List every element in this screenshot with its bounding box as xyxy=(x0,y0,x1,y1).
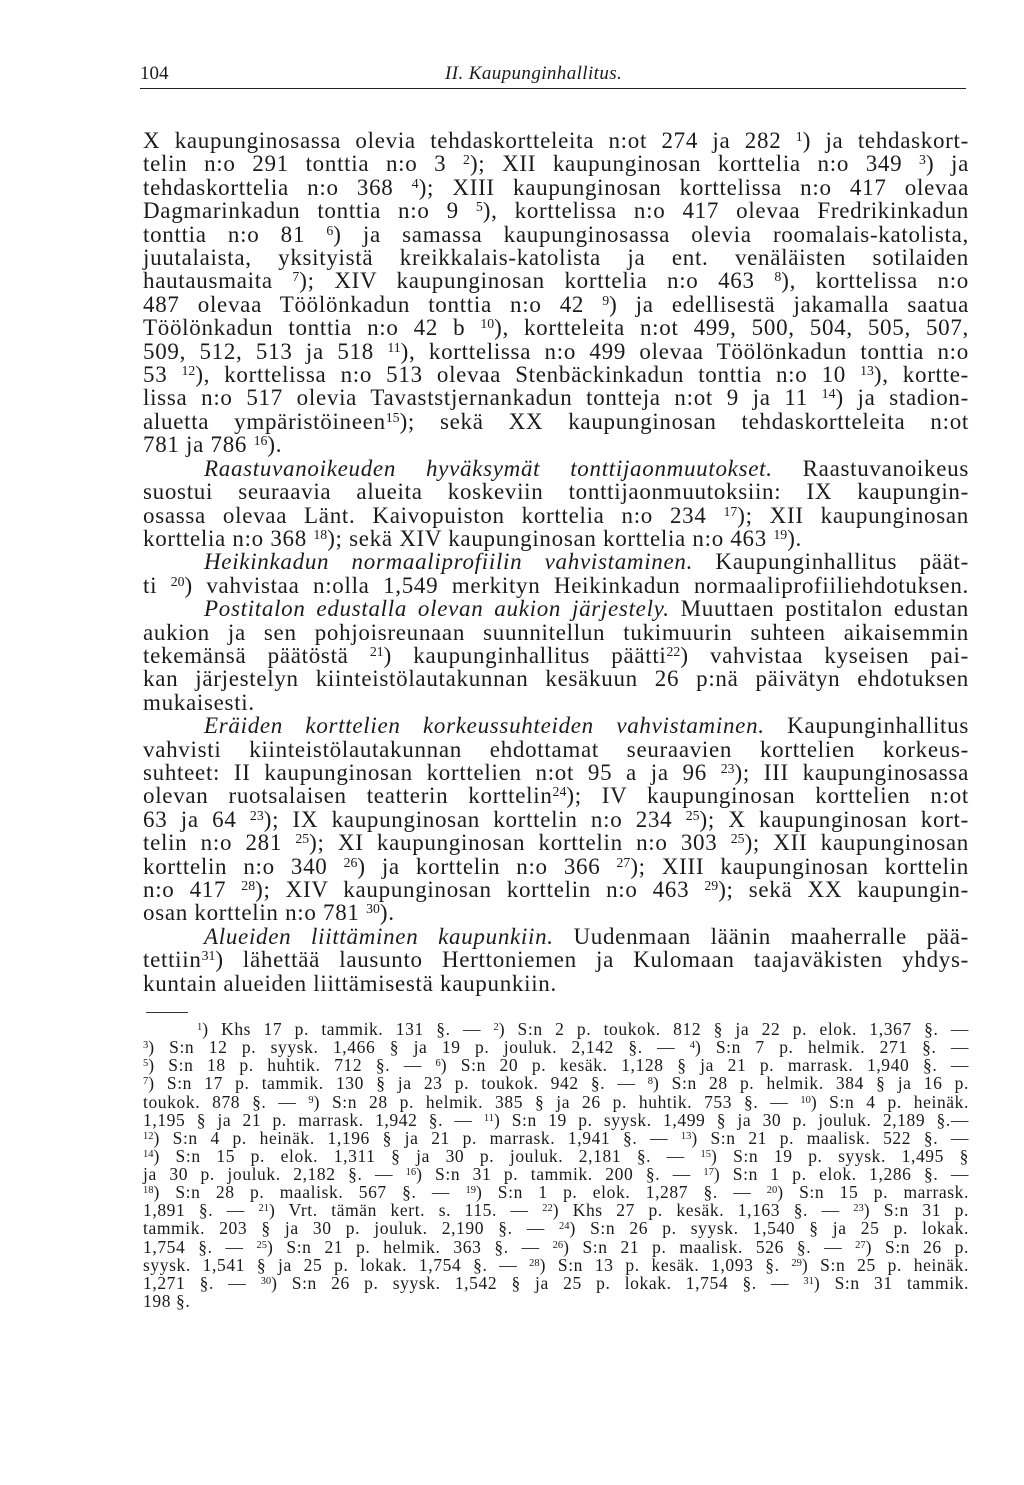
text-run: ) S:n 21 p. helmik. 363 §. — xyxy=(267,1236,553,1257)
text-run: ) S:n 15 p. elok. 1,311 § ja 30 p. jouluk. 2,181 §. — xyxy=(153,1145,701,1166)
footnotes xyxy=(143,1020,969,1310)
footnote-ref: 6 xyxy=(435,1058,441,1069)
text-run: ) S:n 12 p. syysk. 1,466 § ja 19 p. jouluk. 2,142 §. — xyxy=(148,1037,690,1058)
text-run: ) S:n 20 p. kesäk. 1,128 § ja 21 p. marrask. 1,940 §. — xyxy=(440,1055,969,1076)
footnote-line xyxy=(143,1183,969,1201)
footnote-ref: 31 xyxy=(201,948,216,964)
footnote-ref: 12 xyxy=(143,1130,154,1142)
footnote-ref: 17 xyxy=(723,503,738,519)
paragraph xyxy=(143,714,969,925)
footnote-ref: 24 xyxy=(552,784,567,800)
body-line xyxy=(143,340,969,363)
text-run: tettiin xyxy=(143,947,202,973)
text-run: ), korttelissa n:o 499 olevaa Töölönkadun tonttia n:o xyxy=(400,338,969,364)
footnote-ref: 25 xyxy=(256,1239,268,1251)
text-run: ); XI kaupunginosan korttelin n:o 303 xyxy=(309,830,731,856)
footnote-ref: 23 xyxy=(249,807,264,823)
text-run: Kaupunginhallitus päät- xyxy=(693,549,969,575)
text-run: ); IV kaupunginosan korttelien n:ot xyxy=(566,783,969,809)
body-line xyxy=(143,246,969,269)
footnote-ref: 30 xyxy=(260,1275,272,1287)
footnote-rule xyxy=(146,1012,188,1013)
text-run: ) ja samassa kaupunginosassa olevia roomalais-katolista, xyxy=(333,221,969,247)
footnote-line xyxy=(143,1256,969,1274)
footnote-ref: 18 xyxy=(313,527,328,543)
footnote-ref: 18 xyxy=(143,1184,154,1196)
text-run: ) ja tehdaskort- xyxy=(802,128,969,153)
footnote-ref: 4 xyxy=(689,1039,695,1051)
text-run: kuntain alueiden liittämisestä kaupunkiin. xyxy=(143,970,557,996)
footnote-line xyxy=(143,1165,969,1183)
body-line xyxy=(143,223,969,246)
text-run: tonttia n:o 81 xyxy=(143,221,327,247)
text-run: 1,271 §. — xyxy=(143,1272,261,1293)
footnote-ref: 11 xyxy=(483,1112,494,1124)
text-run: ); XII kaupunginosan xyxy=(744,830,969,856)
text-run: ). xyxy=(787,525,803,551)
body-line xyxy=(143,363,969,386)
footnote-line xyxy=(143,1093,969,1111)
text-run: ), kortte- xyxy=(873,362,969,388)
text-run: Kaupunginhallitus xyxy=(764,713,969,739)
text-run: Töölönkadun tonttia n:o 42 b xyxy=(143,315,481,341)
footnote-ref: 4 xyxy=(411,175,419,191)
header-rule xyxy=(140,88,966,89)
body-line xyxy=(143,644,969,667)
footnote-ref: 7 xyxy=(292,269,300,285)
text-run: suhteet: II kaupunginosan korttelien n:ot 95 a ja 96 xyxy=(143,759,721,785)
footnote-line xyxy=(143,1111,969,1129)
text-run: mukaisesti. xyxy=(143,689,255,715)
text-run: X kaupunginosassa olevia tehdaskortteleita n:ot 274 ja 282 xyxy=(143,128,796,153)
footnote-ref: 30 xyxy=(366,901,380,917)
text-run: hautausmaita xyxy=(143,268,293,294)
footnote-ref: 24 xyxy=(559,1221,570,1233)
text-run: aluetta ympäristöineen xyxy=(143,408,386,434)
text-run: 53 xyxy=(143,362,182,388)
footnote-ref: 3 xyxy=(143,1039,149,1051)
body-line xyxy=(143,269,969,292)
text-run: ). xyxy=(379,900,395,926)
footnote-ref: 16 xyxy=(253,433,268,449)
footnote-ref: 8 xyxy=(774,269,782,285)
text-run: ) S:n 26 p. syysk. 1,542 § ja 25 p. lokak. 1,754 §. — xyxy=(271,1272,804,1293)
footnote-ref: 13 xyxy=(860,363,874,379)
body-line xyxy=(143,925,969,948)
text-run: 1,195 § ja 21 p. marrask. 1,942 §. — xyxy=(143,1109,484,1130)
text-run: ) Khs 27 p. kesäk. 1,163 §. — xyxy=(552,1200,854,1221)
body-line xyxy=(143,972,969,995)
text-run: 509, 512, 513 ja 518 xyxy=(143,338,388,364)
text-run: lissa n:o 517 olevia Tavaststjernankadun tontteja n:ot 9 ja 11 xyxy=(143,385,822,411)
text-run: ) vahvistaa n:olla 1,549 merkityn Heikinkadun normaaliprofiiliehdotuksen. xyxy=(184,572,969,598)
footnote-ref: 6 xyxy=(326,222,334,238)
text-run: ); sekä XIV kaupunginosan korttelia n:o 463 xyxy=(327,525,774,551)
footnote-ref: 7 xyxy=(143,1076,149,1088)
body-line xyxy=(143,504,969,527)
text-run: korttelia n:o 368 xyxy=(143,525,314,551)
text-run: osan korttelin n:o 781 xyxy=(143,900,367,926)
text-run: ) S:n 13 p. kesäk. 1,093 §. xyxy=(539,1254,792,1275)
text-run: toukok. 878 §. — xyxy=(143,1091,309,1112)
text-run: syysk. 1,541 § ja 25 p. lokak. 1,754 §. — xyxy=(143,1254,530,1275)
body-line xyxy=(143,831,969,854)
footnote-ref: 10 xyxy=(480,316,495,332)
text-run: ) S:n 28 p. helmik. 385 § ja 26 p. huhtik. 753 §. — xyxy=(313,1091,801,1112)
text-run: ) S:n 2 p. toukok. 812 § ja 22 p. elok. 1,367 §. — xyxy=(498,1019,969,1039)
text-run: ) ja korttelin n:o 366 xyxy=(357,853,617,879)
text-run: ) S:n 21 p. maalisk. 522 §. — xyxy=(691,1127,969,1148)
body-line xyxy=(143,784,969,807)
footnote-ref: 10 xyxy=(800,1094,811,1106)
footnote-ref: 2 xyxy=(493,1021,499,1033)
text-run: ) S:n 4 p. heinäk. 1,196 § ja 21 p. marrask. 1,941 §. — xyxy=(153,1127,681,1148)
body-line xyxy=(143,878,969,901)
body-text xyxy=(143,129,969,995)
footnote-ref: 11 xyxy=(387,339,401,355)
text-run: ) vahvistaa kyseisen pai- xyxy=(680,642,969,668)
text-run: ) lähettää lausunto Herttoniemen ja Kulomaan taajaväkisten yhdys- xyxy=(215,947,969,973)
text-run: ) S:n 1 p. elok. 1,286 §. — xyxy=(713,1164,969,1184)
body-line xyxy=(143,714,969,737)
footnote-line xyxy=(143,1038,969,1056)
footnote-ref: 15 xyxy=(385,409,400,425)
body-line xyxy=(143,480,969,503)
text-run: ); XII kaupunginosan korttelia n:o 349 xyxy=(469,151,920,177)
footnote-ref: 19 xyxy=(773,527,788,543)
text-run: Uudenmaan läänin maaherralle pää- xyxy=(553,923,969,949)
text-run: ) S:n 4 p. heinäk. xyxy=(810,1091,969,1112)
text-run: ) S:n 26 p. xyxy=(865,1236,969,1257)
footnote-ref: 27 xyxy=(616,854,631,870)
body-line xyxy=(143,597,969,620)
text-run: ) S:n 19 p. syysk. 1,495 § xyxy=(711,1145,969,1166)
text-run: korttelin n:o 340 xyxy=(143,853,344,879)
text-run: ) S:n 26 p. syysk. 1,540 § ja 25 p. lokak. xyxy=(569,1218,969,1239)
text-run: telin n:o 291 tonttia n:o 3 xyxy=(143,151,464,177)
text-run: ) Vrt. tämän kert. s. 115. — xyxy=(268,1200,543,1221)
body-line xyxy=(143,386,969,409)
body-line xyxy=(143,574,969,597)
footnote-line xyxy=(143,1020,969,1038)
text-run: aukion ja sen pohjoisreunaan suunnitellun tukimuurin suhteen aikaisemmin xyxy=(143,619,969,645)
footnote-ref: 25 xyxy=(685,807,700,823)
paragraph xyxy=(143,550,969,597)
body-line xyxy=(143,948,969,971)
body-line xyxy=(143,761,969,784)
text-run: ); sekä XX kaupungin- xyxy=(718,877,969,902)
text-run: ); X kaupunginosan kort- xyxy=(699,806,969,832)
footnote-line xyxy=(143,1219,969,1237)
paragraph xyxy=(143,129,969,457)
text-run: ) S:n 31 p. tammik. 200 §. — xyxy=(416,1164,704,1184)
text-run: ) S:n 31 p. xyxy=(863,1200,969,1221)
footnote-ref: 29 xyxy=(704,878,719,894)
footnote-line xyxy=(143,1201,969,1219)
body-line xyxy=(143,293,969,316)
footnote-ref: 21 xyxy=(258,1203,269,1214)
footnote-ref: 22 xyxy=(542,1203,553,1214)
text-run: 487 olevaa Töölönkadun tonttia n:o 42 xyxy=(143,291,603,317)
text-run: 1,891 §. — xyxy=(143,1200,259,1221)
page-number: 104 xyxy=(140,63,169,84)
footnote-ref: 28 xyxy=(241,878,256,894)
footnote-ref: 25 xyxy=(295,831,310,847)
body-line xyxy=(143,433,969,456)
body-line xyxy=(143,738,969,761)
text-run: osassa olevaa Länt. Kaivopuiston korttelia n:o 234 xyxy=(143,502,724,528)
text-run: ); XIV kaupunginosan korttelia n:o 463 xyxy=(299,268,775,294)
footnote-line xyxy=(143,1056,969,1074)
footnote-line xyxy=(143,1274,969,1292)
text-run: kan järjestelyn kiinteistölautakunnan kesäkuun 26 p:nä päivätyn ehdotuksen xyxy=(143,666,969,692)
body-line xyxy=(143,457,969,480)
text-run: ) ja xyxy=(925,151,969,177)
footnote-ref: 17 xyxy=(703,1166,714,1178)
paragraph xyxy=(143,457,969,551)
text-run: ) ja stadion- xyxy=(835,385,969,411)
body-line xyxy=(143,129,969,152)
text-run: ); IX kaupunginosan korttelin n:o 234 xyxy=(263,806,686,832)
footnote-ref: 22 xyxy=(666,644,681,660)
text-run: ) S:n 21 p. maalisk. 526 §. — xyxy=(563,1236,856,1257)
body-line xyxy=(143,855,969,878)
footnote-ref: 14 xyxy=(821,386,836,402)
text-run: ) S:n 1 p. elok. 1,287 §. — xyxy=(475,1182,767,1203)
text-run: telin n:o 281 xyxy=(143,830,296,856)
body-line xyxy=(143,527,969,550)
section-heading: Eräiden korttelien korkeussuhteiden vahvistaminen. xyxy=(204,713,765,739)
footnote-line xyxy=(143,1147,969,1165)
body-line xyxy=(143,176,969,199)
footnote-ref: 8 xyxy=(647,1076,654,1088)
footnote-ref: 14 xyxy=(143,1148,154,1160)
footnote-ref: 23 xyxy=(853,1203,864,1214)
body-line xyxy=(143,410,969,433)
body-line xyxy=(143,808,969,831)
footnote-ref: 28 xyxy=(529,1257,540,1269)
footnote-ref: 25 xyxy=(730,831,745,847)
footnote-ref: 3 xyxy=(919,152,926,168)
footnote-ref: 26 xyxy=(343,854,358,870)
text-run: ) S:n 25 p. heinäk. xyxy=(801,1254,969,1275)
text-run: ), korttelissa n:o 513 olevaa Stenbäckinkadun tonttia n:o 10 xyxy=(195,362,861,388)
footnote-ref: 2 xyxy=(463,152,470,168)
text-run: ) S:n 17 p. tammik. 130 § ja 23 p. toukok. 942 §. — xyxy=(148,1073,648,1094)
body-line xyxy=(143,621,969,644)
section-heading: Postitalon edustalla olevan aukion järjestely. xyxy=(204,596,670,622)
footnote-ref: 20 xyxy=(766,1184,778,1196)
text-run: 198 §. xyxy=(143,1290,191,1311)
footnote-ref: 19 xyxy=(465,1184,476,1196)
text-run: ). xyxy=(267,432,283,458)
text-run: tammik. 203 § ja 30 p. jouluk. 2,190 §. — xyxy=(143,1218,559,1239)
footnote-ref: 31 xyxy=(803,1275,814,1287)
footnote-ref: 1 xyxy=(795,129,803,145)
text-run: ), korttelissa n:o 417 olevaa Fredrikinkadun xyxy=(482,198,969,224)
footnote-ref: 15 xyxy=(700,1148,712,1160)
footnote-ref: 20 xyxy=(170,573,185,589)
text-run: 63 ja 64 xyxy=(143,806,250,832)
text-run: ), kortteleita n:ot 499, 500, 504, 505, 507, xyxy=(494,315,969,341)
footnote-line xyxy=(143,1074,969,1092)
footnote-ref: 5 xyxy=(143,1058,149,1069)
section-heading: Alueiden liittäminen kaupunkiin. xyxy=(204,923,554,949)
text-run: Muuttaen postitalon edustan xyxy=(669,596,969,622)
text-run: ) S:n 28 p. helmik. 384 § ja 16 p. xyxy=(653,1073,969,1094)
section-heading: Heikinkadun normaaliprofiilin vahvistaminen. xyxy=(204,549,694,575)
paragraph xyxy=(143,597,969,714)
text-run: ); III kaupunginosassa xyxy=(734,759,969,785)
text-run: ) S:n 18 p. huhtik. 712 §. — xyxy=(148,1055,436,1076)
footnote-line xyxy=(143,1292,969,1310)
text-run: 1,754 §. — xyxy=(143,1236,257,1257)
text-run: ) kaupunginhallitus päätti xyxy=(383,642,667,668)
body-line xyxy=(143,550,969,573)
footnote-ref: 29 xyxy=(791,1257,802,1269)
footnote-ref: 16 xyxy=(405,1166,417,1178)
text-run: ) S:n 19 p. syysk. 1,499 § ja 30 p. jouluk. 2,189 §.— xyxy=(493,1109,969,1130)
paragraph xyxy=(143,925,969,995)
running-title: II. Kaupunginhallitus. xyxy=(445,63,623,84)
footnote-ref: 9 xyxy=(308,1094,314,1106)
footnote-line xyxy=(143,1238,969,1256)
footnote-ref: 12 xyxy=(181,363,196,379)
text-run: ) Khs 17 p. tammik. 131 §. — xyxy=(202,1019,494,1039)
text-run: Raastuvanoikeus xyxy=(772,455,969,481)
text-run: juutalaista, yksityistä kreikkalais-katolista ja ent. venäläisten sotilaiden xyxy=(143,245,969,271)
body-line xyxy=(143,901,969,924)
footnote-ref: 26 xyxy=(552,1239,564,1251)
text-run: ) ja edellisestä jakamalla saatua xyxy=(609,291,969,317)
text-run: suostui seuraavia alueita koskeviin tonttijaonmuutoksiin: IX kaupungin- xyxy=(143,479,969,505)
text-run: ), korttelissa n:o xyxy=(781,268,969,294)
text-run: ); XII kaupunginosan xyxy=(737,502,969,528)
text-run: ) S:n 15 p. marrask. xyxy=(777,1182,969,1203)
footnote-line xyxy=(143,1129,969,1147)
footnote-ref: 21 xyxy=(369,644,384,660)
footnote-ref: 1 xyxy=(197,1021,203,1033)
text-run: ) S:n 7 p. helmik. 271 §. — xyxy=(694,1037,969,1058)
text-run: tekemänsä päätöstä xyxy=(143,642,370,668)
body-line xyxy=(143,152,969,175)
footnote-ref: 13 xyxy=(680,1130,692,1142)
body-line xyxy=(143,691,969,714)
text-run: n:o 417 xyxy=(143,877,242,902)
section-heading: Raastuvanoikeuden hyväksymät tonttijaonmuutokset. xyxy=(204,455,773,481)
body-line xyxy=(143,316,969,339)
footnote-ref: 5 xyxy=(475,199,483,215)
text-run: tehdaskorttelia n:o 368 xyxy=(143,174,412,200)
text-run: ); sekä XX kaupunginosan tehdaskortteleita n:ot xyxy=(399,408,969,434)
body-line xyxy=(143,199,969,222)
text-run: ti xyxy=(143,572,171,598)
text-run: ); XIII kaupunginosan korttelin xyxy=(630,853,969,879)
footnote-ref: 9 xyxy=(602,292,610,308)
text-run: ); XIV kaupunginosan korttelin n:o 463 xyxy=(255,877,705,902)
text-run: Dagmarinkadun tonttia n:o 9 xyxy=(143,198,476,224)
footnote-ref: 27 xyxy=(855,1239,866,1251)
text-run: ) S:n 31 tammik. xyxy=(813,1272,969,1293)
footnote-ref: 23 xyxy=(720,761,735,777)
body-line xyxy=(143,667,969,690)
text-run: ) S:n 28 p. maalisk. 567 §. — xyxy=(153,1182,466,1203)
text-run: olevan ruotsalaisen teatterin korttelin xyxy=(143,783,553,809)
text-run: 781 ja 786 xyxy=(143,432,254,458)
text-run: ja 30 p. jouluk. 2,182 §. — xyxy=(143,1164,406,1184)
text-run: ); XIII kaupunginosan korttelissa n:o 417 olevaa xyxy=(418,174,969,200)
text-run: vahvisti kiinteistölautakunnan ehdottamat seuraavien korttelien korkeus- xyxy=(143,736,969,762)
